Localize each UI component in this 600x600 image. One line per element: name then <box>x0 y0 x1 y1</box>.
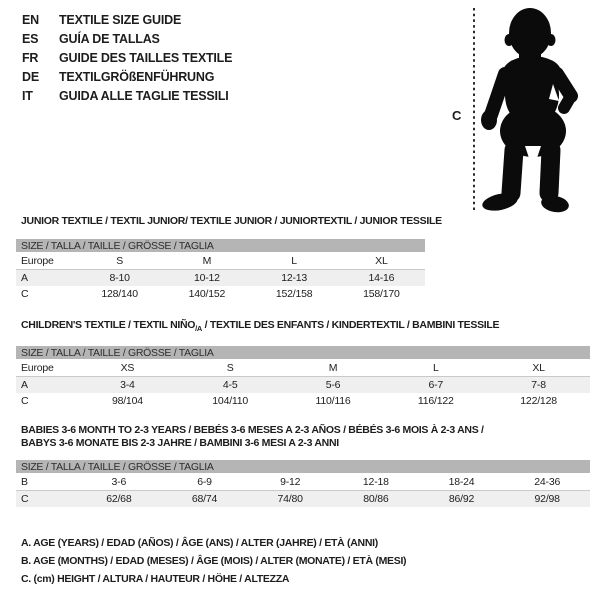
age-cell: 12-18 <box>362 476 389 488</box>
height-cell: 86/92 <box>448 493 475 505</box>
size-cell: S <box>116 255 124 267</box>
size-cell: XS <box>120 362 135 375</box>
height-cell: 116/122 <box>417 395 454 408</box>
language-label: TEXTILE SIZE GUIDE <box>59 12 182 27</box>
language-code: ES <box>22 31 39 46</box>
baby-silhouette-icon <box>481 8 571 214</box>
height-cell: 140/152 <box>188 288 226 300</box>
title-line: BABIES 3-6 MONTH TO 2-3 YEARS / BEBÉS 3-6 MESES A 2-3 AÑOS / BÉBÉS 3-6 MOIS À 2-3 ANS / <box>21 424 484 436</box>
row-label: A <box>21 379 28 392</box>
row-label: B <box>21 476 28 488</box>
age-cell: 5-6 <box>325 379 341 392</box>
size-cell: M <box>328 362 338 375</box>
height-cell: 152/158 <box>275 288 313 300</box>
crotch-cutout <box>525 146 541 170</box>
row-label: A <box>21 272 28 284</box>
height-cell: 104/110 <box>212 395 249 408</box>
size-cell: XL <box>532 362 545 375</box>
age-cell: 6-9 <box>197 476 212 488</box>
table-title <box>16 319 590 335</box>
table-row-age-months <box>16 474 590 491</box>
height-label-c: C <box>452 108 462 123</box>
table-childrens-textile <box>16 319 590 409</box>
table-row-age <box>16 377 590 393</box>
age-cell: 4-5 <box>222 379 238 392</box>
language-code: IT <box>22 88 33 103</box>
age-cell: 9-12 <box>280 476 301 488</box>
height-cell: 98/104 <box>111 395 143 408</box>
age-cell: 3-4 <box>120 379 135 392</box>
size-header-bar: SIZE / TALLA / TAILLE / GRÖSSE / TAGLIA <box>16 239 425 252</box>
title-part: / TEXTILE DES ENFANTS / KINDERTEXTIL / BAMBINI TESSILE <box>202 319 500 331</box>
height-cell: 128/140 <box>101 288 138 300</box>
age-cell: 10-12 <box>193 272 220 284</box>
table-row-height <box>16 491 590 507</box>
language-label: TEXTILGRÖßENFÜHRUNG <box>59 69 215 84</box>
table-babies-textile <box>16 424 590 507</box>
title-line: BABYS 3-6 MONATE BIS 2-3 JAHRE / BAMBINI 3-6 MESI A 2-3 ANNI <box>21 437 339 449</box>
size-cell: S <box>226 362 234 375</box>
title-part: CHILDREN'S TEXTILE / TEXTIL NIÑO <box>21 319 196 331</box>
table-row-europe <box>16 360 590 377</box>
row-label: C <box>21 493 29 505</box>
size-cell: XL <box>375 255 388 267</box>
legend-line-b: B. AGE (MONTHS) / EDAD (MESES) / ÂGE (MOIS) / ALTER (MONATE) / ETÀ (MESI) <box>21 555 407 567</box>
table-junior-textile <box>16 215 442 302</box>
height-cell: 110/116 <box>315 395 351 408</box>
age-cell: 7-8 <box>531 379 546 392</box>
size-header-bar: SIZE / TALLA / TAILLE / GRÖSSE / TAGLIA <box>16 346 590 359</box>
row-label: C <box>21 395 29 408</box>
legend <box>21 534 406 588</box>
height-cell: 158/170 <box>363 288 400 300</box>
height-cell: 74/80 <box>277 493 303 505</box>
height-cell: 80/86 <box>363 493 389 505</box>
table-row-height <box>16 393 590 409</box>
legend-line-a: A. AGE (YEARS) / EDAD (AÑOS) / ÂGE (ANS) / ALTER (JAHRE) / ETÀ (ANNI) <box>21 537 378 549</box>
language-code: EN <box>22 12 39 27</box>
title-subscript: /A <box>195 324 203 334</box>
language-row-fr <box>22 48 232 67</box>
table-title: JUNIOR TEXTILE / TEXTIL JUNIOR/ TEXTILE JUNIOR / JUNIORTEXTIL / JUNIOR TESSILE <box>21 215 442 227</box>
language-label: GUIDE DES TAILLES TEXTILE <box>59 50 233 65</box>
language-row-it <box>22 86 232 105</box>
table-row-europe <box>16 253 425 270</box>
language-label: GUIDA ALLE TAGLIE TESSILI <box>59 88 229 103</box>
legend-line-c: C. (cm) HEIGHT / ALTURA / HAUTEUR / HÖHE / ALTEZZA <box>21 573 290 585</box>
table-row-age <box>16 270 425 286</box>
row-label: C <box>21 288 29 300</box>
language-label: GUÍA DE TALLAS <box>59 31 160 46</box>
size-cell: L <box>432 362 439 375</box>
language-code: DE <box>22 69 39 84</box>
size-cell: L <box>291 255 297 267</box>
age-cell: 24-36 <box>534 476 561 488</box>
age-cell: 18-24 <box>448 476 475 488</box>
height-cell: 68/74 <box>191 493 218 505</box>
language-list <box>22 10 232 105</box>
age-cell: 14-16 <box>368 272 395 284</box>
language-row-es <box>22 29 232 48</box>
age-cell: 8-10 <box>109 272 130 284</box>
size-cell: M <box>202 255 212 267</box>
row-label: Europe <box>21 362 54 375</box>
language-row-de <box>22 67 232 86</box>
age-cell: 12-13 <box>281 272 308 284</box>
height-cell: 122/128 <box>520 395 557 408</box>
baby-silhouette-figure <box>440 0 600 215</box>
language-code: FR <box>22 50 39 65</box>
row-label: Europe <box>21 255 54 267</box>
table-row-height <box>16 286 425 302</box>
age-cell: 3-6 <box>111 476 127 488</box>
height-cell: 92/98 <box>534 493 560 505</box>
language-row-en <box>22 10 232 29</box>
table-title <box>16 424 590 450</box>
height-cell: 62/68 <box>106 493 132 505</box>
size-header-bar: SIZE / TALLA / TAILLE / GRÖSSE / TAGLIA <box>16 460 590 473</box>
age-cell: 6-7 <box>428 379 444 392</box>
